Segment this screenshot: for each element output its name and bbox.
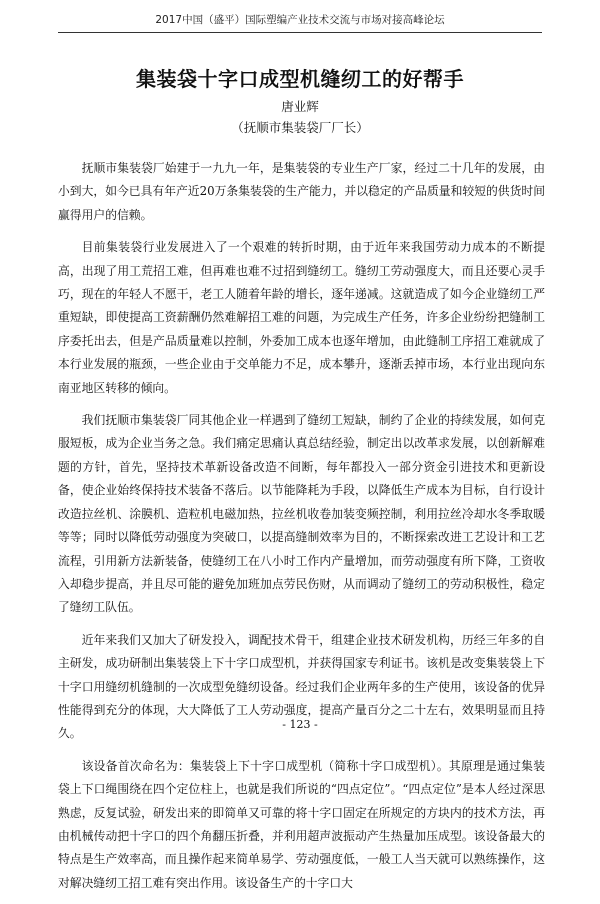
body-paragraph-2: 目前集装袋行业发展进入了一个艰难的转折时期，由于近年来我国劳动力成本的不断提高，出现了用工荒招工难，但再难也难不过招到缝纫工。缝纫工劳动强度大，而且还要心灵手巧，现在的年轻人不愿干，老工人随着年龄的增长，逐年递减。这就造成了如今企业缝纫工严重短缺，即使提高工资薪酬仍然难解招工难的问题，为完成生产任务，许多企业纷纷把缝制工序委托出去，但是产品质量难以控制，外委加工成本也逐年增加，由此缝制工序招工难就成了本行业发展的瓶颈，一些企业由于交单能力不足，成本攀升，逐渐丢掉市场，本行业出现向东南亚地区转移的倾向。	[58, 240, 545, 395]
body-paragraph-4: 近年来我们又加大了研发投入，调配技术骨干，组建企业技术研发机构，历经三年多的自主研发，成功研制出集装袋上下十字口成型机，并获得国家专利证书。该机是改变集装袋上下十字口用缝纫机缝制的一次成型免缝纫设备。经过我们企业两年多的生产使用，该设备的优异性能得到充分的体现，大大降低了工人劳动强度，提高产量百分之二十左右，效果明显而且持久。	[58, 632, 545, 741]
author-affiliation: （抚顺市集装袋厂厂长）	[231, 120, 369, 135]
body-paragraph-1: 抚顺市集装袋厂始建于一九九一年，是集装袋的专业生产厂家，经过二十几年的发展，由小到大，如今已具有年产近20万条集装袋的生产能力，并以稳定的产品质量和较短的供货时间赢得用户的信赖。	[58, 161, 545, 222]
article-title: 集装袋十字口成型机缝纫工的好帮手	[136, 67, 464, 91]
running-header: 2017中国（盛平）国际塑编产业技术交流与市场对接高峰论坛	[58, 8, 542, 33]
article-body	[58, 157, 545, 904]
author-name: 唐业辉	[281, 99, 319, 114]
body-paragraph-5: 该设备首次命名为：集装袋上下十字口成型机（简称十字口成型机）。其原理是通过集装袋上下口绳围绕在四个定位柱上，也就是我们所说的“四点定位”。“四点定位”是本人经过深思熟虑，反复试验，研发出来的即简单又可靠的将十字口固定在所规定的方块内的技术方法，再由机械传动把十字口的四个角翻压折叠，并利用超声波振动产生热量加压成型。该设备最大的特点是生产效率高，而且操作起来简单易学、劳动强度低，一般工人当天就可以熟练操作，这对解决缝纫工招工难有突出作用。该设备生产的十字口大	[58, 758, 545, 890]
body-paragraph-3: 我们抚顺市集装袋厂同其他企业一样遇到了缝纫工短缺，制约了企业的持续发展，如何克服短板，成为企业当务之急。我们痛定思痛认真总结经验，制定出以改革求发展，以创新解难题的方针，首先，坚持技术革新设备改造不间断，每年都投入一部分资金引进技术和更新设备，使企业始终保持技术装备不落后。以节能降耗为手段，以降低生产成本为目标，自行设计改造拉丝机、涂膜机、造粒机电磁加热，拉丝机收卷加装变频控制，利用拉丝冷却水冬季取暖等等；同时以降低劳动强度为突破口，以提高缝制效率为目的，不断探索改进工艺设计和工艺流程，引用新方法新装备，使缝纫工在八小时工作内产量增加，而劳动强度有所下降，工资收入却稳步提高，并且尽可能的避免加班加点劳民伤财，从而调动了缝纫工的劳动积极性，稳定了缝纫工队伍。	[58, 413, 545, 615]
page-number: - 123 -	[282, 718, 318, 731]
